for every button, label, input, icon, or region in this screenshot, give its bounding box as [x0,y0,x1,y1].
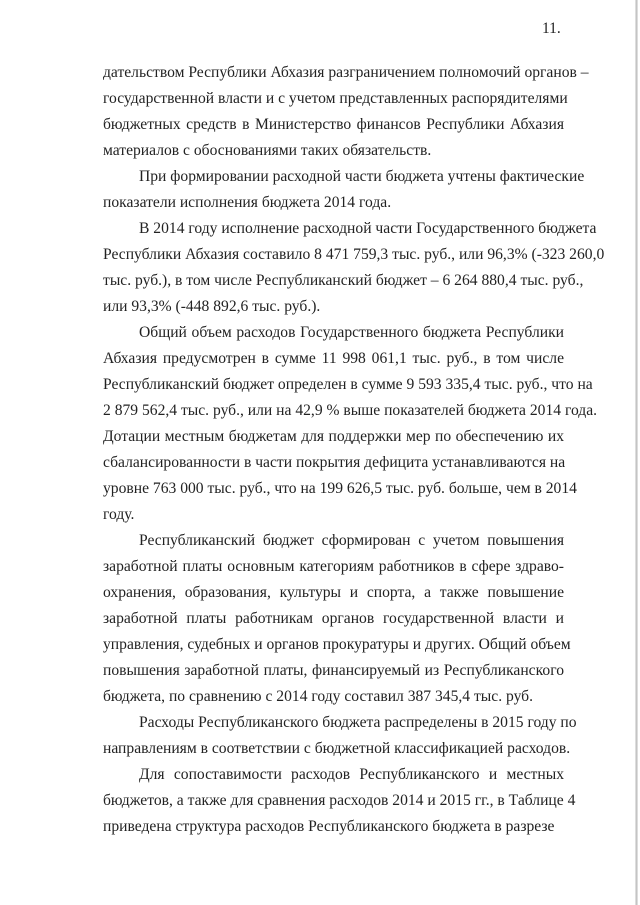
text-line: материалов с обоснованиями таких обязательств. [103,142,432,159]
text-line: охранения, образования, культуры и спорта, а также повышение [103,584,564,601]
text-line: Расходы Республиканского бюджета распределены в 2015 году по [139,714,577,731]
paragraph [103,322,598,530]
text-line: направлениям в соответствии с бюджетной классификацией расходов. [103,740,571,757]
text-line: Республиканский бюджет сформирован с учетом повышения [139,532,564,549]
document-body [103,62,605,842]
text-line: или 93,3% (-448 892,6 тыс. руб.). [103,298,321,315]
paragraph [103,166,585,218]
text-line: бюджетных средств в Министерство финансов Республики Абхазия [103,116,564,133]
text-line: Республики Абхазия составило 8 471 759,3 тыс. руб., или 96,3% (-323 260,0 [103,246,605,263]
text-line: государственной власти и с учетом представленных распорядителями [103,90,568,107]
text-line: тыс. руб.), в том числе Республиканский бюджет – 6 264 880,4 тыс. руб., [103,272,584,289]
text-line: сбалансированности в части покрытия дефицита устанавливаются на [103,454,566,471]
paragraph [103,530,571,712]
text-line: заработной платы основным категориям работников в сфере здраво- [103,558,564,575]
text-line: уровне 763 000 тыс. руб., что на 199 626,5 тыс. руб. больше, чем в 2014 [103,480,577,497]
text-line: Дотации местным бюджетам для поддержки мер по обеспечению их [103,428,564,445]
text-line: бюджетов, а также для сравнения расходов 2014 и 2015 гг., в Таблице 4 [103,792,576,809]
paragraph [103,712,577,764]
text-line: Абхазия предусмотрен в сумме 11 998 061,1 тыс. руб., в том числе [103,350,564,367]
text-line: Республиканский бюджет определен в сумме 9 593 335,4 тыс. руб., что на [103,376,593,393]
text-line: приведена структура расходов Республиканского бюджета в разрезе [103,818,555,835]
paragraph [103,764,576,842]
paragraph [103,218,605,322]
text-line: бюджета, по сравнению с 2014 году составил 387 345,4 тыс. руб. [103,688,534,705]
text-line: дательством Республики Абхазия разграничением полномочий органов – [103,64,589,81]
paragraph [103,62,589,166]
text-line: Для сопоставимости расходов Республиканского и местных [139,766,564,783]
text-line: заработной платы работникам органов государственной власти и [103,610,564,627]
text-line: году. [103,506,135,523]
text-line: показатели исполнения бюджета 2014 года. [103,194,392,211]
text-line: В 2014 году исполнение расходной части Государственного бюджета [139,220,597,237]
scan-edge [635,0,638,905]
page-number: 11. [542,20,561,37]
text-line: управления, судебных и органов прокуратуры и других. Общий объем [103,636,571,653]
text-line: При формировании расходной части бюджета учтены фактические [139,168,585,185]
text-line: Общий объем расходов Государственного бюджета Республики [139,324,564,341]
text-line: повышения заработной платы, финансируемый из Республиканского [103,662,564,679]
text-line: 2 879 562,4 тыс. руб., или на 42,9 % выше показателей бюджета 2014 года. [103,402,598,419]
